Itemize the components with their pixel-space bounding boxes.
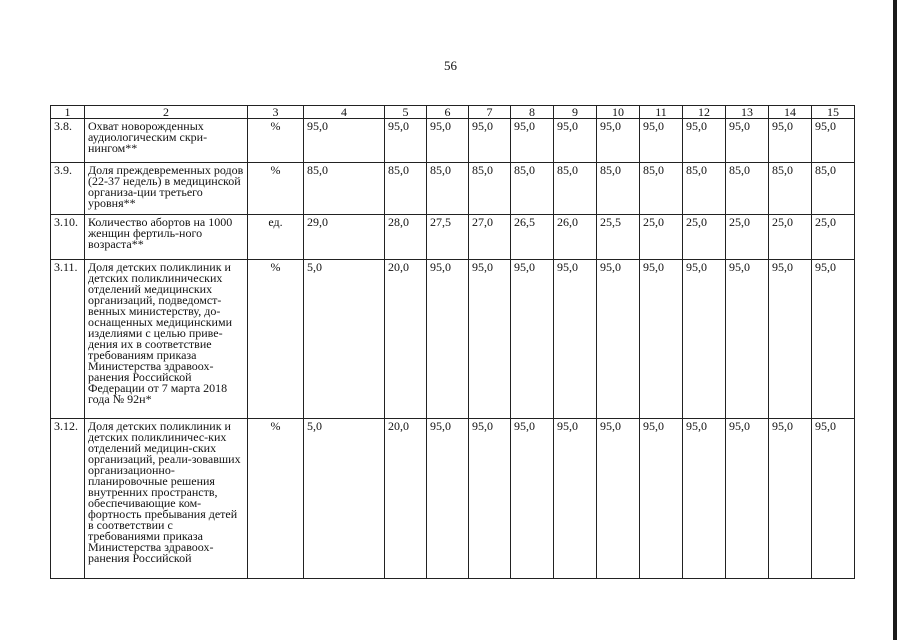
header-cell: 10 bbox=[597, 106, 640, 119]
value-cell: 95,0 bbox=[597, 260, 640, 419]
table-row bbox=[51, 419, 855, 579]
value-cell: 25,5 bbox=[597, 215, 640, 260]
value-cell: 85,0 bbox=[554, 163, 597, 215]
value-cell: 95,0 bbox=[812, 419, 855, 579]
table-row bbox=[51, 163, 855, 215]
value-cell: 95,0 bbox=[597, 419, 640, 579]
value-cell: 85,0 bbox=[812, 163, 855, 215]
header-cell: 2 bbox=[85, 106, 248, 119]
header-cell: 11 bbox=[640, 106, 683, 119]
unit-cell: % bbox=[248, 419, 304, 579]
indicator-name: Охват новорожденных аудиологическим скри-нингом** bbox=[85, 119, 248, 163]
row-number: 3.12. bbox=[51, 419, 85, 579]
table-header-row bbox=[51, 106, 855, 119]
value-cell: 95,0 bbox=[683, 419, 726, 579]
row-number: 3.10. bbox=[51, 215, 85, 260]
indicator-name: Количество абортов на 1000 женщин фертиль-ного возраста** bbox=[85, 215, 248, 260]
value-cell: 95,0 bbox=[683, 119, 726, 163]
header-cell: 14 bbox=[769, 106, 812, 119]
header-cell: 7 bbox=[469, 106, 511, 119]
value-cell: 95,0 bbox=[427, 119, 469, 163]
indicator-name: Доля детских поликлиник и детских поликлиничес-ких отделений медицин-ских организаций, реали-зовавших организационно-планировочные решения внутренних пространств, обеспечивающие ком-фортность пребывания детей в соответствии с требованиями приказа Министерства здравоох-ранения Российской bbox=[85, 419, 248, 579]
value-cell: 95,0 bbox=[554, 260, 597, 419]
value-cell: 95,0 bbox=[683, 260, 726, 419]
value-cell: 95,0 bbox=[726, 119, 769, 163]
indicator-name: Доля преждевременных родов (22-37 недель) в медицинской организа-ции третьего уровня** bbox=[85, 163, 248, 215]
table-row bbox=[51, 119, 855, 163]
header-cell: 1 bbox=[51, 106, 85, 119]
value-cell: 25,0 bbox=[683, 215, 726, 260]
value-cell: 5,0 bbox=[304, 260, 385, 419]
value-cell: 85,0 bbox=[769, 163, 812, 215]
value-cell: 95,0 bbox=[511, 419, 554, 579]
value-cell: 95,0 bbox=[597, 119, 640, 163]
value-cell: 27,5 bbox=[427, 215, 469, 260]
unit-cell: % bbox=[248, 260, 304, 419]
header-cell: 15 bbox=[812, 106, 855, 119]
value-cell: 29,0 bbox=[304, 215, 385, 260]
value-cell: 95,0 bbox=[812, 260, 855, 419]
value-cell: 95,0 bbox=[769, 119, 812, 163]
value-cell: 85,0 bbox=[427, 163, 469, 215]
header-cell: 9 bbox=[554, 106, 597, 119]
value-cell: 85,0 bbox=[640, 163, 683, 215]
value-cell: 26,5 bbox=[511, 215, 554, 260]
value-cell: 26,0 bbox=[554, 215, 597, 260]
page-number: 56 bbox=[444, 58, 457, 73]
value-cell: 85,0 bbox=[726, 163, 769, 215]
table-row bbox=[51, 260, 855, 419]
value-cell: 95,0 bbox=[640, 260, 683, 419]
table-row bbox=[51, 215, 855, 260]
value-cell: 95,0 bbox=[511, 119, 554, 163]
indicator-name: Доля детских поликлиник и детских поликлинических отделений медицинских организаций, подведомст-венных министерству, до-оснащенных медицинскими изделиями с целью приве-дения их в соответствие требованиям приказа Министерства здравоох-ранения Российской Федерации от 7 марта 2018 года № 92н* bbox=[85, 260, 248, 419]
row-number: 3.11. bbox=[51, 260, 85, 419]
value-cell: 95,0 bbox=[726, 260, 769, 419]
unit-cell: % bbox=[248, 119, 304, 163]
value-cell: 20,0 bbox=[385, 260, 427, 419]
value-cell: 95,0 bbox=[769, 419, 812, 579]
value-cell: 85,0 bbox=[511, 163, 554, 215]
value-cell: 85,0 bbox=[469, 163, 511, 215]
value-cell: 85,0 bbox=[304, 163, 385, 215]
value-cell: 85,0 bbox=[385, 163, 427, 215]
value-cell: 27,0 bbox=[469, 215, 511, 260]
value-cell: 95,0 bbox=[469, 260, 511, 419]
value-cell: 95,0 bbox=[385, 119, 427, 163]
unit-cell: % bbox=[248, 163, 304, 215]
header-cell: 3 bbox=[248, 106, 304, 119]
value-cell: 85,0 bbox=[683, 163, 726, 215]
value-cell: 28,0 bbox=[385, 215, 427, 260]
scan-edge-bar bbox=[893, 0, 897, 640]
row-number: 3.9. bbox=[51, 163, 85, 215]
value-cell: 95,0 bbox=[304, 119, 385, 163]
value-cell: 95,0 bbox=[469, 119, 511, 163]
value-cell: 95,0 bbox=[427, 419, 469, 579]
value-cell: 95,0 bbox=[469, 419, 511, 579]
header-cell: 4 bbox=[304, 106, 385, 119]
value-cell: 95,0 bbox=[427, 260, 469, 419]
value-cell: 95,0 bbox=[640, 419, 683, 579]
value-cell: 25,0 bbox=[769, 215, 812, 260]
value-cell: 95,0 bbox=[812, 119, 855, 163]
value-cell: 5,0 bbox=[304, 419, 385, 579]
value-cell: 20,0 bbox=[385, 419, 427, 579]
header-cell: 12 bbox=[683, 106, 726, 119]
value-cell: 95,0 bbox=[769, 260, 812, 419]
value-cell: 25,0 bbox=[812, 215, 855, 260]
indicators-table bbox=[50, 105, 855, 579]
row-number: 3.8. bbox=[51, 119, 85, 163]
value-cell: 25,0 bbox=[726, 215, 769, 260]
header-cell: 8 bbox=[511, 106, 554, 119]
value-cell: 95,0 bbox=[640, 119, 683, 163]
value-cell: 25,0 bbox=[640, 215, 683, 260]
header-cell: 6 bbox=[427, 106, 469, 119]
header-cell: 13 bbox=[726, 106, 769, 119]
value-cell: 85,0 bbox=[597, 163, 640, 215]
value-cell: 95,0 bbox=[511, 260, 554, 419]
header-cell: 5 bbox=[385, 106, 427, 119]
value-cell: 95,0 bbox=[554, 419, 597, 579]
value-cell: 95,0 bbox=[554, 119, 597, 163]
value-cell: 95,0 bbox=[726, 419, 769, 579]
unit-cell: ед. bbox=[248, 215, 304, 260]
